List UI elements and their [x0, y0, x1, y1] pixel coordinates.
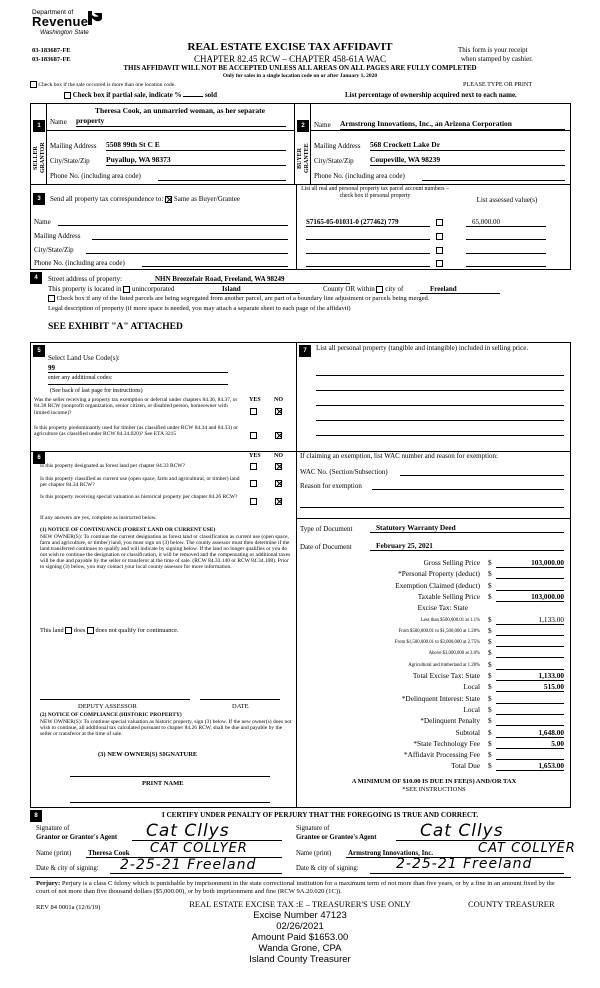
seller-mailing-label: Mailing Address: [50, 142, 97, 150]
tax-row-dollar-sign: $: [488, 716, 492, 726]
tax-row-label: Above $3,000,000 at 3.0%: [428, 651, 480, 657]
exemption-reason-field-2[interactable]: [300, 507, 564, 508]
sec6-q2-no-checkbox[interactable]: [275, 480, 282, 487]
seller-phone-field[interactable]: [158, 180, 286, 181]
tax-row-label: Exemption Claimed (deduct): [395, 580, 480, 590]
corr-city-field[interactable]: [86, 253, 288, 254]
stamp-treasurer-title: Island County Treasurer: [249, 953, 351, 965]
agency-state: Washington State: [40, 29, 89, 36]
wac-number-field[interactable]: [400, 475, 564, 476]
assessed-header: List assessed value(s): [476, 196, 538, 204]
check-location-label: Check box if the sale occurred is more than one location code.: [38, 81, 176, 88]
sec6-q3-yes-checkbox[interactable]: [250, 498, 257, 505]
grantor-sig-label-2: Grantor or Grantor's Agent: [36, 834, 118, 841]
notice-continuance-text: NEW OWNER(S): To continue the current designation as forest land or classification as current use (open space, farm and agriculture, or timber) land, you must sign on (3) below. The county assessor must then determine if the land transferred continues to qualify and will indicate by signing below. If the land no longer qualifies or you do not wish to continue the designation or classification, it will be removed and the compensating or additional taxes will be due and payable by the seller or transferor at the time of sale. (RCW 84.33.140 or RCW 84.34.108). Prior to signing (3) below, you may contact your local county assessor for more information.: [40, 534, 291, 571]
form-revision: REV 84 0001a (12/6/19): [36, 904, 101, 911]
tax-row-value[interactable]: [496, 627, 564, 636]
segregated-checkbox[interactable]: [48, 295, 55, 302]
tax-row-dollar-sign: $: [488, 591, 492, 601]
sec6-q3-yes-wrap: [250, 497, 257, 505]
tax-row-dollar-sign: $: [488, 659, 492, 669]
tax-row-value[interactable]: [496, 717, 564, 726]
assessed-value-1[interactable]: 65,000.00: [466, 218, 546, 227]
partial-percent-field[interactable]: [183, 96, 203, 97]
same-as-buyer-checkbox[interactable]: [165, 196, 172, 203]
grantee-agent-name: CAT COLLYER: [478, 841, 576, 856]
sec5-question-1: Was the seller receiving a property tax exemption or deferral under chapters 84.36, 84.37, or 84.38 RCW (nonprofit organization, senior citizen, or disabled person, homeowner with limited income)?: [34, 397, 238, 416]
tax-row-label: Subtotal: [455, 727, 480, 737]
sec5-q1-no-checkbox[interactable]: [275, 408, 282, 415]
land-use-label: Select Land Use Code(s):: [48, 354, 120, 362]
sec6-q3-no-checkbox[interactable]: [275, 498, 282, 505]
grantor-name-label: Name (print): [36, 850, 72, 857]
perjury-label: Perjury:: [36, 880, 61, 887]
tax-row-dollar-sign: $: [488, 682, 492, 692]
personal-property-label: List all personal property (tangible and intangible) included in selling price.: [316, 344, 529, 352]
personal-property-checkbox-1-wrap: [436, 218, 443, 226]
seller-phone-label: Phone No. (including area code): [50, 172, 141, 180]
corr-name-label: Name: [34, 218, 51, 226]
partial-sale-checkbox[interactable]: [64, 92, 71, 99]
tax-row-value[interactable]: [496, 638, 564, 647]
tax-row-dollar-sign: $: [488, 671, 492, 680]
assessed-value-4[interactable]: [466, 266, 546, 267]
assessor-date-line[interactable]: [200, 699, 280, 700]
seller-mailing-value[interactable]: 5508 99th St C E: [106, 141, 286, 151]
treasurer-stamp: [160, 911, 440, 966]
grantor-agent-name: CAT COLLYER: [150, 841, 248, 856]
see-back-label: (See back of last page for instructions): [50, 388, 143, 394]
section-8-number: 8: [30, 810, 42, 822]
parcel-number-4[interactable]: [306, 266, 430, 267]
seller-name-label: Name: [50, 118, 67, 126]
form-only-for: Only for sales in a single location code on or after January 1, 2020: [222, 73, 378, 79]
tax-row-label: *Personal Property (deduct): [398, 569, 480, 579]
tax-row-label: Excise Tax: State: [417, 603, 468, 613]
tax-row-dollar-sign: $: [488, 704, 492, 714]
county-treasurer-label: COUNTY TREASURER: [468, 899, 555, 909]
unincorporated-checkbox[interactable]: [123, 286, 130, 293]
city-value[interactable]: Freeland: [420, 285, 500, 294]
grantor-date-line[interactable]: [110, 873, 282, 874]
new-owner-signature-line[interactable]: [70, 776, 270, 777]
sec6-question-1: Is this property designated as forest land per chapter 84.33 RCW?: [40, 463, 185, 469]
sec6-q1-yes-wrap: [250, 462, 257, 470]
minimum-due-note: A MINIMUM OF $10.00 IS DUE IN FEE(S) AND/OR TAX: [351, 778, 517, 785]
sec5-question-2: Is this property predominantly used for timber (as classified under RCW 84.34 and 84.33) or agriculture (as classified under RCW 84.34.020)? See ETA 3215: [34, 425, 238, 438]
ref-number-2: 03-183687-FE: [32, 56, 71, 63]
tax-row-value[interactable]: 103,000.00: [496, 559, 564, 568]
buyer-vertical-label: BUYER GRANTEE: [297, 143, 310, 173]
form-warning: THIS AFFIDAVIT WILL NOT BE ACCEPTED UNLESS ALL AREAS ON ALL PAGES ARE FULLY COMPLETED: [123, 64, 477, 72]
exemption-reason-label: Reason for exemption: [300, 482, 362, 490]
perjury-text: Perjury is a class C felony which is punishable by imprisonment in the state correctional institution for a maximum term of not more than five years, or by a fine in an amount fixed by the court of not more than five thousand dollars ($5,000.00), or by both imprisonment and fine (RCW 9A.20.020 (1C)).: [36, 880, 555, 896]
sec6-q2-yes-checkbox[interactable]: [250, 480, 257, 487]
sec5-q1-yes-wrap: [250, 407, 257, 415]
tax-row-value[interactable]: 1,133.00: [496, 672, 564, 681]
sec6-q2-yes-wrap: [250, 479, 257, 487]
tax-row-value[interactable]: [496, 582, 564, 591]
buyer-mailing-label: Mailing Address: [314, 142, 361, 150]
see-instructions-note: *SEE INSTRUCTIONS: [402, 786, 466, 793]
sec6-no-header: NO: [274, 453, 283, 459]
tax-row-dollar-sign: $: [488, 693, 492, 703]
agency-name: Revenue: [32, 14, 89, 29]
stamp-amount-paid: Amount Paid $1653.00: [251, 931, 349, 943]
grantee-signature: Cat Cllys: [420, 821, 504, 841]
corr-mailing-label: Mailing Address: [34, 232, 81, 240]
parcel-number-1[interactable]: S7165-05-01031-0 (277462) 779: [306, 218, 430, 227]
personal-property-checkbox-1[interactable]: [436, 219, 443, 226]
tax-row-dollar-sign: $: [488, 580, 492, 590]
send-label: Send all property tax correspondence to:: [50, 195, 164, 203]
corr-mailing-field[interactable]: [92, 239, 288, 240]
grantee-date-label: Date & city of signing:: [296, 865, 359, 872]
sec6-question-2: Is this property classified as current use (open space, farm and agricultural, or timber) land per chapter 84.34 RCW?: [40, 476, 240, 489]
tax-row-dollar-sign: $: [488, 625, 492, 635]
does-label: does: [73, 627, 86, 634]
assessed-value-3[interactable]: [466, 253, 546, 254]
tax-row-label: Agricultural and timberland at 1.28%: [408, 662, 480, 668]
check-location-row: [30, 81, 176, 88]
this-land-row: [40, 627, 179, 634]
personal-property-line-1[interactable]: [316, 375, 564, 376]
tax-row-value[interactable]: [496, 649, 564, 658]
tax-row-label: *State Technology Fee: [413, 738, 480, 748]
grantee-name-value: Armstrong Innovations, Inc.: [348, 849, 434, 857]
stamp-date: 02/26/2021: [276, 920, 324, 932]
legal-description-label: Legal description of property (if more space is needed, you may attach a separate sheet to each page of the affidavit): [48, 305, 351, 312]
grantee-date-value: 2-25-21 Freeland: [396, 856, 533, 872]
sec6-yes-header: YES: [249, 453, 261, 459]
personal-property-line-2[interactable]: [316, 390, 564, 391]
seller-name-value-2[interactable]: property: [76, 117, 286, 127]
tax-row-label: *Delinquent Penalty: [420, 716, 480, 726]
seller-vertical-label: SELLER GRANTOR: [33, 142, 46, 174]
certify-statement: I CERTIFY UNDER PENALTY OF PERJURY THAT THE FOREGOING IS TRUE AND CORRECT.: [161, 811, 479, 819]
buyer-mailing-value[interactable]: 568 Crockett Lake Dr: [370, 141, 565, 151]
sec5-no-header: NO: [274, 397, 283, 403]
tax-row-value[interactable]: [496, 661, 564, 670]
buyer-phone-label: Phone No. (including area code): [314, 172, 405, 180]
county-value[interactable]: Island: [210, 285, 300, 294]
tax-row-label: Less than $500,000.01 at 1.1%: [420, 617, 480, 623]
check-partial-row: [64, 91, 217, 99]
tax-row-label: Gross Selling Price: [423, 558, 480, 567]
list-percentage: List percentage of ownership acquired next to each name.: [345, 91, 517, 99]
multi-location-checkbox[interactable]: [30, 81, 37, 88]
print-name-line[interactable]: [70, 802, 270, 803]
located-label: This property is located in: [48, 285, 122, 293]
tax-row-label: Local: [463, 682, 480, 692]
tax-row-dollar-sign: $: [488, 648, 492, 658]
check-partial-label: Check box if partial sale, indicate %: [72, 91, 182, 99]
land-use-value[interactable]: 99: [48, 364, 228, 373]
city-checkbox[interactable]: [376, 286, 383, 293]
buyer-city-value[interactable]: Coupeville, WA 98239: [370, 156, 565, 166]
doc-type-label: Type of Document: [300, 525, 353, 533]
street-label: Street address of property:: [48, 275, 123, 283]
tax-row-value[interactable]: 103,000.00: [496, 593, 564, 602]
sec6-q3-no-wrap: [275, 497, 282, 505]
form-title: REAL ESTATE EXCISE TAX AFFIDAVIT: [187, 41, 393, 53]
personal-property-checkbox-3[interactable]: [436, 247, 443, 254]
segregated-label: Check box if any of the listed parcels are being segregated from another parcel, are part of a boundary line adjustment or parcels being merged.: [56, 295, 430, 302]
tax-row-label: From $500,000.01 to $1,500,000 at 1.28%: [398, 628, 480, 634]
doc-date-label: Date of Document: [300, 543, 352, 551]
land-does-not-checkbox[interactable]: [87, 627, 94, 634]
tax-row-value[interactable]: 1,648.00: [496, 729, 564, 738]
sec5-q2-no-checkbox[interactable]: [275, 432, 282, 439]
personal-property-checkbox-4[interactable]: [436, 260, 443, 267]
section-5-number: 5: [33, 345, 45, 357]
county-or-row: [323, 285, 403, 293]
tax-row-value[interactable]: 1,133.00: [496, 616, 564, 625]
tax-row-label: Total Excise Tax: State: [412, 671, 480, 680]
buyer-phone-field[interactable]: [422, 180, 565, 181]
corr-name-field[interactable]: [58, 225, 288, 226]
doc-date-value[interactable]: February 25, 2021: [370, 542, 564, 551]
personal-property-checkbox-4-wrap: [436, 259, 443, 267]
form-subtitle: CHAPTER 82.45 RCW – CHAPTER 458-61A WAC: [194, 54, 386, 64]
corr-phone-label: Phone No. (including area code): [34, 259, 125, 267]
tax-row-value[interactable]: 515.00: [496, 683, 564, 692]
notice-continuance-title: (1) NOTICE OF CONTINUANCE (FOREST LAND OR CURRENT USE): [40, 527, 216, 533]
grantor-sig-label-1: Signature of: [36, 825, 70, 832]
tax-row-value[interactable]: [496, 570, 564, 579]
send-correspondence-row: [50, 195, 240, 203]
sec6-q1-yes-checkbox[interactable]: [250, 463, 257, 470]
sec5-q1-yes-checkbox[interactable]: [250, 408, 257, 415]
tax-row-dollar-sign: $: [488, 558, 492, 567]
sec6-q1-no-checkbox[interactable]: [275, 463, 282, 470]
sec6-q1-no-wrap: [275, 462, 282, 470]
seller-city-label: City/State/Zip: [50, 157, 90, 165]
sec6-q2-no-wrap: [275, 479, 282, 487]
stamp-excise-number: Excise Number 47123: [253, 910, 347, 921]
agency-logo-icon: [86, 9, 104, 27]
unincorporated-label: unincorporated: [131, 285, 175, 293]
tax-row-dollar-sign: $: [488, 761, 492, 771]
tax-row-value[interactable]: 1,653.00: [496, 762, 564, 771]
buyer-city-label: City/State/Zip: [314, 157, 354, 165]
personal-property-checkbox-2-wrap: [436, 232, 443, 240]
treasurer-use-header: REAL ESTATE EXCISE TAX :E – TREASURER'S USE ONLY: [189, 899, 411, 909]
tax-row-label: Local: [463, 704, 480, 714]
new-owner-signature-label: (3) NEW OWNER(S) SIGNATURE: [98, 751, 198, 758]
parcel-number-3[interactable]: [306, 253, 430, 254]
tax-row-value[interactable]: [496, 751, 564, 760]
sec6-if-yes: If any answers are yes, complete as instructed below.: [40, 515, 157, 521]
this-land-label: This land: [40, 627, 64, 634]
section-6-number: 6: [33, 452, 45, 464]
tax-row-dollar-sign: $: [488, 750, 492, 760]
deputy-assessor-line[interactable]: [40, 699, 190, 700]
receipt-note-2: when stamped by cashier.: [461, 55, 533, 63]
exhibit-reference: SEE EXHIBIT "A" ATTACHED: [48, 322, 183, 332]
buyer-name-value[interactable]: Armstrong Innovations, Inc., an Arizona Corporation: [340, 120, 565, 130]
parcel-header: List all real and personal property tax parcel account numbers – check box if personal property: [301, 186, 449, 199]
personal-property-checkbox-3-wrap: [436, 246, 443, 254]
segregated-row: [48, 295, 568, 302]
personal-property-checkbox-2[interactable]: [436, 233, 443, 240]
tax-row-label: Total Due: [451, 761, 480, 771]
grantee-sig-label-1: Signature of: [296, 825, 330, 832]
section-4-number: 4: [30, 272, 42, 284]
tax-row-dollar-sign: $: [488, 738, 492, 748]
grantor-signature: Cat Cllys: [146, 821, 230, 841]
deputy-assessor-label: DEPUTY ASSESSOR: [78, 703, 137, 710]
tax-row-label: *Delinquent Interest: State: [401, 693, 480, 703]
assessed-value-2[interactable]: [466, 239, 546, 240]
tax-row-label: *Affidavit Processing Fee: [403, 750, 480, 760]
tax-row-label: From $1,500,000.01 to $3,000,000 at 2.75%: [394, 640, 480, 646]
sec5-yes-header: YES: [249, 397, 261, 403]
city-of-label: city of: [385, 285, 404, 293]
ref-number-1: 03-183687-FE: [32, 47, 71, 54]
tax-row-dollar-sign: $: [488, 637, 492, 647]
seller-city-value[interactable]: Puyallup, WA 98373: [106, 156, 286, 166]
tax-row-value[interactable]: [496, 706, 564, 715]
tax-row-label: Taxable Selling Price: [417, 591, 480, 601]
stamp-treasurer-name: Wanda Grone, CPA: [258, 942, 342, 954]
land-does-checkbox[interactable]: [65, 627, 72, 634]
buyer-name-label: Name: [314, 121, 331, 129]
section-1-number: 1: [33, 120, 45, 132]
tax-row-dollar-sign: $: [488, 569, 492, 579]
additional-codes-label: enter any additional codes:: [48, 375, 113, 381]
section-7-number: 7: [299, 345, 311, 357]
print-name-label: PRINT NAME: [142, 780, 184, 787]
perjury-notice: [36, 880, 566, 896]
same-as-buyer-label: Same as Buyer/Grantee: [173, 195, 240, 203]
sec5-q2-yes-checkbox[interactable]: [250, 432, 257, 439]
corr-city-label: City/State/Zip: [34, 246, 74, 254]
personal-property-line-3[interactable]: [316, 405, 564, 406]
tax-row-value[interactable]: 5.00: [496, 740, 564, 749]
sold-label: sold: [204, 91, 218, 99]
tax-row-dollar-sign: $: [488, 727, 492, 737]
grantor-date-value: 2-25-21 Freeland: [120, 857, 257, 873]
sec5-q2-no-wrap: [275, 431, 282, 439]
corr-phone-field[interactable]: [142, 266, 288, 267]
located-row: [48, 285, 174, 293]
sec5-q1-no-wrap: [275, 407, 282, 415]
please-type: PLEASE TYPE OR PRINT: [463, 81, 533, 88]
tax-row-dollar-sign: $: [488, 614, 492, 624]
sec5-q2-yes-wrap: [250, 431, 257, 439]
notice-compliance-title: (2) NOTICE OF COMPLIANCE (HISTORIC PROPERTY): [40, 712, 182, 718]
street-value[interactable]: NHN Breezefair Road, Freeland, WA 98249: [150, 275, 350, 284]
receipt-note-1: This form is your receipt: [458, 46, 528, 54]
doc-type-value[interactable]: Statutory Warranty Deed: [370, 524, 564, 533]
grantee-date-line[interactable]: [370, 873, 564, 874]
exemption-reason-field-1[interactable]: [372, 489, 564, 490]
additional-codes-field[interactable]: [48, 384, 228, 385]
agency-line1: Department of: [32, 9, 74, 16]
section-2-number: 2: [297, 120, 309, 132]
grantor-name-value: Theresa Cook: [88, 849, 130, 857]
grantor-date-label: Date & city of signing:: [36, 865, 99, 872]
seller-name-value-1: Theresa Cook, an unmarried woman, as her separate: [95, 106, 265, 115]
wac-number-label: WAC No. (Section/Subsection): [300, 468, 388, 476]
notice-compliance-text: NEW OWNER(S): To continue special valuation as historic property, sign (3) below. If the new owner(s) does not wish to continue, all additional tax calculated pursuant to chapter 84.26 RCW, shall be due and payable by the seller or transferor at the time of sale.: [40, 719, 292, 738]
tax-row-value[interactable]: [496, 695, 564, 704]
does-not-label: does not qualify for continuance.: [95, 627, 179, 634]
personal-property-line-5[interactable]: [316, 435, 564, 436]
grantee-sig-label-2: Grantee or Grantee's Agent: [296, 834, 377, 841]
grantee-name-label: Name (print): [296, 850, 332, 857]
sec6-question-3: Is this property receiving special valuation as historical property per chapter 84.26 RCW?: [40, 494, 238, 500]
parcel-number-2[interactable]: [306, 239, 430, 240]
assessor-date-label: DATE: [232, 703, 249, 710]
section-3-number: 3: [33, 193, 45, 205]
personal-property-line-4[interactable]: [316, 420, 564, 421]
county-or-label: County OR within: [323, 285, 375, 293]
wac-claim-label: If claiming an exemption, list WAC number and reason for exemption:: [300, 452, 498, 460]
